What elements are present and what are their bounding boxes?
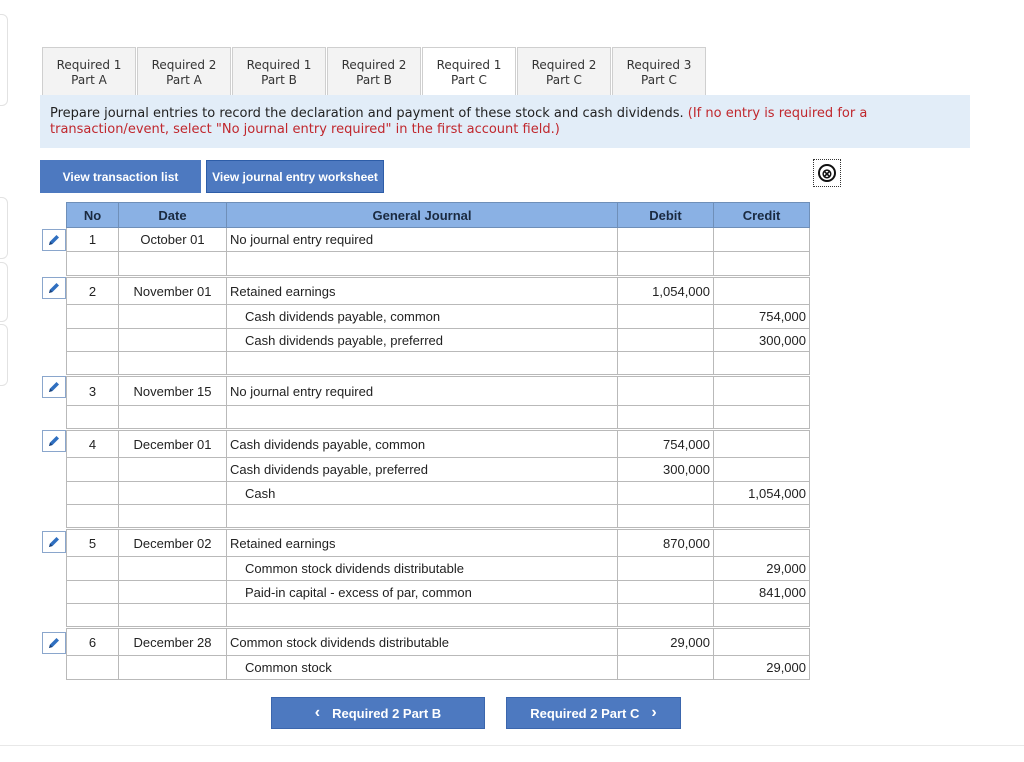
- journal-row: [67, 352, 810, 375]
- entry-no: [67, 482, 119, 505]
- general-journal-table: [66, 202, 810, 680]
- entry-no: [67, 581, 119, 604]
- instructions-note: (If no entry is required for a transaction/event, select "No journal entry required" in the first account field.): [50, 106, 868, 137]
- account-cell: No journal entry required: [227, 228, 618, 252]
- tab-label-line1: Required 1: [56, 58, 122, 72]
- account-cell: Cash dividends payable, preferred: [227, 329, 618, 352]
- entry-no: [67, 406, 119, 429]
- entry-date: November 01: [119, 278, 227, 305]
- entry-no: 2: [67, 278, 119, 305]
- header-credit: Credit: [714, 203, 810, 228]
- entry-date: [119, 482, 227, 505]
- entry-no: [67, 557, 119, 581]
- entry-no: [67, 252, 119, 276]
- account-cell: No journal entry required: [227, 377, 618, 406]
- tab-required-2-part-c[interactable]: [517, 47, 611, 95]
- journal-row: [67, 329, 810, 352]
- debit-cell: [618, 228, 714, 252]
- tab-required-1-part-b[interactable]: [232, 47, 326, 95]
- debit-cell: [618, 505, 714, 528]
- pencil-icon: [47, 535, 61, 549]
- journal-row: [67, 431, 810, 458]
- credit-cell: [714, 530, 810, 557]
- pencil-icon: [47, 380, 61, 394]
- entry-date: [119, 505, 227, 528]
- journal-row: [67, 228, 810, 252]
- entry-no: [67, 458, 119, 482]
- tab-label-line1: Required 2: [341, 58, 407, 72]
- pencil-icon: [47, 281, 61, 295]
- debit-cell: 754,000: [618, 431, 714, 458]
- entry-no: 3: [67, 377, 119, 406]
- debit-cell: [618, 406, 714, 429]
- credit-cell: [714, 604, 810, 627]
- tab-label-line1: Required 1: [246, 58, 312, 72]
- debit-cell: [618, 352, 714, 375]
- entry-no: [67, 352, 119, 375]
- entry-no: [67, 604, 119, 627]
- entry-no: 5: [67, 530, 119, 557]
- header-date: Date: [119, 203, 227, 228]
- credit-cell: 1,054,000: [714, 482, 810, 505]
- journal-row: [67, 581, 810, 604]
- view-transaction-list-button[interactable]: View transaction list: [40, 160, 201, 193]
- journal-row: [67, 406, 810, 429]
- header-no: No: [67, 203, 119, 228]
- entry-no: [67, 329, 119, 352]
- header-general-journal: General Journal: [227, 203, 618, 228]
- tab-label-line2: Part A: [71, 73, 107, 87]
- edit-entry-2-button[interactable]: [42, 277, 66, 299]
- debit-cell: [618, 252, 714, 276]
- entry-date: December 28: [119, 629, 227, 656]
- account-cell: Retained earnings: [227, 278, 618, 305]
- debit-cell: 870,000: [618, 530, 714, 557]
- credit-cell: [714, 252, 810, 276]
- edit-entry-1-button[interactable]: [42, 229, 66, 251]
- prev-button-label: Required 2 Part B: [332, 705, 442, 721]
- entry-date: [119, 458, 227, 482]
- credit-cell: [714, 278, 810, 305]
- journal-row: [67, 629, 810, 656]
- debit-cell: [618, 377, 714, 406]
- side-panel-fragment: [0, 197, 8, 259]
- header-debit: Debit: [618, 203, 714, 228]
- debit-cell: [618, 604, 714, 627]
- journal-row: [67, 505, 810, 528]
- entry-date: [119, 656, 227, 680]
- credit-cell: [714, 505, 810, 528]
- credit-cell: [714, 458, 810, 482]
- account-cell: Retained earnings: [227, 530, 618, 557]
- account-cell: [227, 352, 618, 375]
- edit-entry-5-button[interactable]: [42, 531, 66, 553]
- journal-row: [67, 305, 810, 329]
- instructions-text: Prepare journal entries to record the declaration and payment of these stock and cash dividends.: [50, 106, 684, 121]
- credit-cell: [714, 629, 810, 656]
- tab-required-1-part-c[interactable]: [422, 47, 516, 96]
- credit-cell: [714, 377, 810, 406]
- prev-required-2-part-b-button[interactable]: [271, 697, 485, 729]
- tab-required-2-part-b[interactable]: [327, 47, 421, 95]
- entry-no: [67, 656, 119, 680]
- entry-date: [119, 406, 227, 429]
- tab-label-line2: Part C: [641, 73, 677, 87]
- account-cell: [227, 505, 618, 528]
- entry-date: [119, 329, 227, 352]
- journal-row: [67, 482, 810, 505]
- edit-entry-3-button[interactable]: [42, 376, 66, 398]
- account-cell: Paid-in capital - excess of par, common: [227, 581, 618, 604]
- tab-label-line2: Part C: [451, 73, 487, 87]
- entry-no: [67, 305, 119, 329]
- tab-label-line1: Required 3: [626, 58, 692, 72]
- credit-cell: [714, 228, 810, 252]
- account-cell: Common stock dividends distributable: [227, 629, 618, 656]
- credit-cell: [714, 352, 810, 375]
- account-cell: Cash dividends payable, common: [227, 305, 618, 329]
- account-cell: Common stock: [227, 656, 618, 680]
- credit-cell: 29,000: [714, 557, 810, 581]
- entry-date: [119, 557, 227, 581]
- debit-cell: 29,000: [618, 629, 714, 656]
- entry-date: [119, 252, 227, 276]
- tab-label-line2: Part A: [166, 73, 202, 87]
- pencil-icon: [47, 636, 61, 650]
- debit-cell: [618, 557, 714, 581]
- tab-label-line2: Part C: [546, 73, 582, 87]
- journal-row: [67, 278, 810, 305]
- pencil-icon: [47, 434, 61, 448]
- entry-no: 1: [67, 228, 119, 252]
- footer-divider: [0, 745, 1024, 746]
- journal-row: [67, 458, 810, 482]
- tab-label-line2: Part B: [261, 73, 297, 87]
- journal-row: [67, 252, 810, 276]
- chevron-left-icon: ‹: [314, 704, 321, 721]
- tab-label-line1: Required 1: [436, 58, 502, 72]
- journal-row: [67, 377, 810, 406]
- account-cell: Cash dividends payable, preferred: [227, 458, 618, 482]
- edit-entry-4-button[interactable]: [42, 430, 66, 452]
- next-required-2-part-c-button[interactable]: [506, 697, 681, 729]
- credit-cell: 29,000: [714, 656, 810, 680]
- account-cell: [227, 406, 618, 429]
- debit-cell: [618, 656, 714, 680]
- pencil-icon: [47, 233, 61, 247]
- credit-cell: [714, 406, 810, 429]
- credit-cell: 754,000: [714, 305, 810, 329]
- edit-entry-6-button[interactable]: [42, 632, 66, 654]
- chevron-right-icon: ›: [651, 704, 657, 721]
- debit-cell: [618, 329, 714, 352]
- account-cell: Cash: [227, 482, 618, 505]
- tab-label-line1: Required 2: [151, 58, 217, 72]
- debit-cell: [618, 581, 714, 604]
- close-icon: ⊗: [818, 164, 836, 182]
- debit-cell: 1,054,000: [618, 278, 714, 305]
- tab-required-1-part-a[interactable]: [42, 47, 136, 95]
- journal-row: [67, 530, 810, 557]
- account-cell: [227, 252, 618, 276]
- side-panel-fragment: [0, 324, 8, 386]
- close-button[interactable]: [813, 159, 841, 187]
- next-button-label: Required 2 Part C: [530, 705, 640, 721]
- entry-date: October 01: [119, 228, 227, 252]
- tab-label-line2: Part B: [356, 73, 392, 87]
- tab-required-3-part-c[interactable]: [612, 47, 706, 95]
- entry-date: [119, 352, 227, 375]
- entry-date: [119, 581, 227, 604]
- debit-cell: [618, 482, 714, 505]
- required-tabs: [42, 47, 707, 96]
- entry-date: [119, 604, 227, 627]
- debit-cell: [618, 305, 714, 329]
- credit-cell: 300,000: [714, 329, 810, 352]
- entry-no: 6: [67, 629, 119, 656]
- account-cell: [227, 604, 618, 627]
- credit-cell: [714, 431, 810, 458]
- entry-no: [67, 505, 119, 528]
- entry-date: December 01: [119, 431, 227, 458]
- account-cell: Cash dividends payable, common: [227, 431, 618, 458]
- view-journal-entry-worksheet-button[interactable]: View journal entry worksheet: [206, 160, 384, 193]
- entry-date: [119, 305, 227, 329]
- entry-date: December 02: [119, 530, 227, 557]
- side-panel-fragment: [0, 14, 8, 106]
- tab-required-2-part-a[interactable]: [137, 47, 231, 95]
- tab-label-line1: Required 2: [531, 58, 597, 72]
- side-panel-fragment: [0, 262, 8, 322]
- journal-row: [67, 656, 810, 680]
- entry-no: 4: [67, 431, 119, 458]
- instructions-panel: [40, 95, 970, 148]
- entry-date: November 15: [119, 377, 227, 406]
- journal-row: [67, 557, 810, 581]
- credit-cell: 841,000: [714, 581, 810, 604]
- account-cell: Common stock dividends distributable: [227, 557, 618, 581]
- debit-cell: 300,000: [618, 458, 714, 482]
- journal-row: [67, 604, 810, 627]
